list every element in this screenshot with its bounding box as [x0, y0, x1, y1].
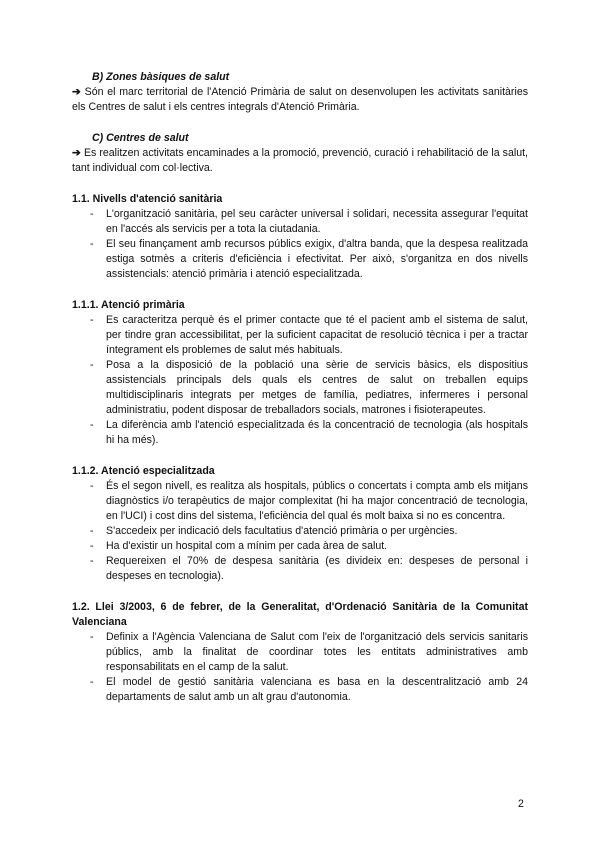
dash-bullet: -: [90, 480, 94, 492]
dash-bullet: -: [90, 525, 94, 537]
page-number: 2: [518, 798, 524, 810]
list-item: - La diferència amb l'atenció especialitzada és la concentració de tecnologia (als hospitals hi ha més).: [90, 419, 528, 446]
document-page: [72, 70, 528, 705]
section-c-text: Es realitzen activitats encaminades a la promoció, prevenció, curació i rehabilitació de la salut, tant individual com col·lectiva.: [72, 147, 528, 174]
section-1-1-2-list: [72, 479, 528, 584]
section-1-2-title: 1.2. Llei 3/2003, 6 de febrer, de la Generalitat, d'Ordenació Sanitària de la Comunitat Valenciana: [72, 601, 528, 628]
dash-bullet: -: [90, 631, 94, 643]
dash-bullet: -: [90, 555, 94, 567]
list-item: - L'organització sanitària, pel seu caràcter universal i solidari, necessita assegurar l'equitat en l'accés als servicis per a tota la ciutadania.: [90, 208, 528, 235]
dash-bullet: -: [90, 540, 94, 552]
section-1-1-title: 1.1. Nivells d'atenció sanitària: [72, 193, 223, 205]
dash-bullet: -: [90, 676, 94, 688]
section-1-1-list: [72, 207, 528, 282]
section-b-heading: B) Zones bàsiques de salut: [92, 71, 230, 83]
list-item: - El seu finançament amb recursos públics exigix, d'altra banda, que la despesa realitzada estiga sotmès a criteris d'eficiència i efectivitat. Per això, s'organitza en dos nivells assistencials: atenció primària i atenció especialitzada.: [90, 238, 528, 280]
list-item: - És el segon nivell, es realitza als hospitals, públics o concertats i compta amb els mitjans diagnòstics i/o terapèutics de major complexitat (hi ha major concentració de tecnologia, en l'UCI) i cost dins del sistema, l'eficiència del qual és molt baixa si no es concentra.: [90, 480, 528, 522]
dash-bullet: -: [90, 359, 94, 371]
section-1-1-2-title: 1.1.2. Atenció especialitzada: [72, 465, 215, 477]
dash-bullet: -: [90, 238, 94, 250]
section-b-paragraph: [72, 85, 528, 115]
list-item: - Ha d'existir un hospital com a mínim per cada àrea de salut.: [90, 540, 388, 552]
list-item: - Es caracteritza perquè és el primer contacte que té el pacient amb el sistema de salut, per tindre gran accessibilitat, per la suficient capacitat de resolució tècnica i per a tractar íntegrament els problemes de salut més habituals.: [90, 314, 528, 356]
dash-bullet: -: [90, 419, 94, 431]
section-1-1-1-list: [72, 313, 528, 448]
section-1-1-1-title: 1.1.1. Atenció primària: [72, 299, 185, 311]
list-item: - Requereixen el 70% de despesa sanitària (es divideix en: despeses de personal i despeses en tecnologia).: [90, 555, 528, 582]
list-item: - Definix a l'Agència Valenciana de Salut com l'eix de l'organització dels servicis sanitaris públics, amb la finalitat de coordinar totes les entitats administratives amb responsabilitats en el camp de la salut.: [90, 631, 528, 673]
list-item: - El model de gestió sanitària valenciana es basa en la descentralització amb 24 departaments de salut amb un alt grau d'autonomia.: [90, 676, 528, 703]
section-c-paragraph: [72, 146, 528, 176]
section-b-text: Són el marc territorial de l'Atenció Primària de salut on desenvolupen les activitats sanitàries els Centres de salut i els centres integrals d'Atenció Primària.: [72, 86, 529, 113]
dash-bullet: -: [90, 208, 94, 220]
list-item: - S'accedeix per indicació dels facultatius d'atenció primària o per urgències.: [90, 525, 458, 537]
section-1-2-list: [72, 630, 528, 705]
arrow-icon: ➔: [72, 86, 81, 98]
dash-bullet: -: [90, 314, 94, 326]
arrow-icon: ➔: [72, 147, 81, 159]
list-item: - Posa a la disposició de la població una sèrie de servicis bàsics, els dispositius assistencials principals dels quals els centres de salut on treballen equips multidisciplinaris integrats per metges de família, pediatres, infermeres i personal administratiu, podent disposar de treballadors socials, matrones i fisioterapeutes.: [90, 359, 528, 416]
section-c-heading: C) Centres de salut: [92, 132, 189, 144]
